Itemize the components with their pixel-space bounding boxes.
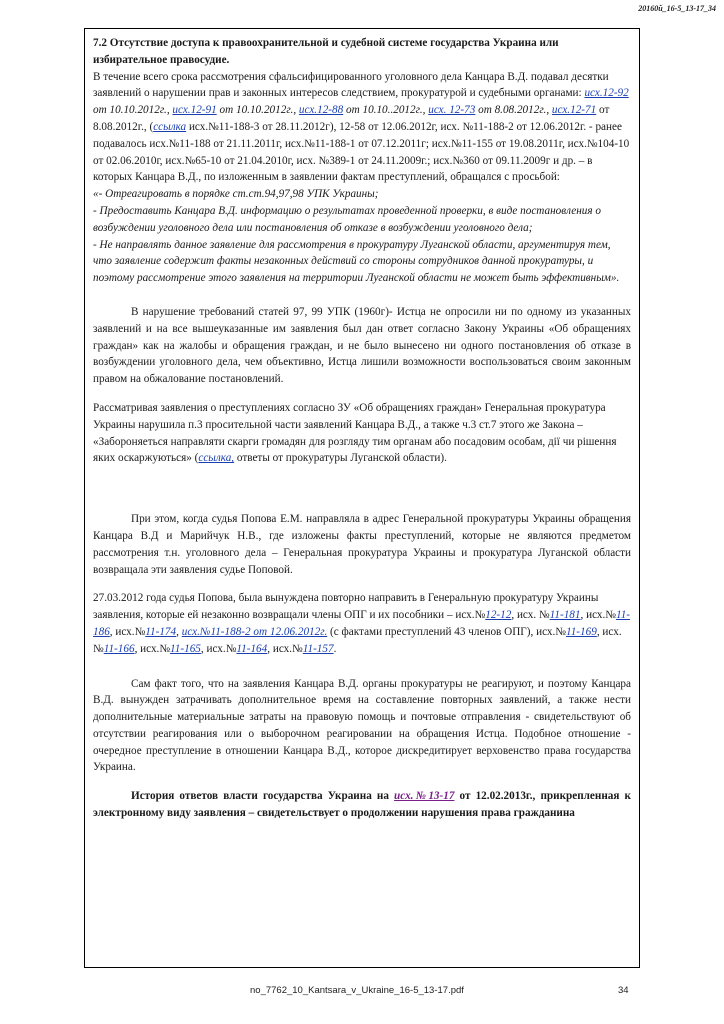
text: (с фактами преступлений 43 членов ОПГ), исх.№	[327, 625, 566, 638]
paragraph-prosecutor	[93, 400, 631, 467]
text: Рассматривая заявления о преступлениях согласно ЗУ «Об обращениях граждан» Генеральная прокуратура Украины нарушила п.3 просительной части заявлений Канцара В.Д., а также ч.3 ст.7 этого же Закона – «Забороняеться направляти скарги громадян для розгляду тим органам або посадовим особам, дії чи рішення яких оскаржуються» (	[93, 401, 617, 465]
paragraph-applications	[93, 69, 631, 187]
link-ref[interactable]: исх.№11-188-2 от 12.06.2012г.	[181, 625, 328, 638]
link-ref[interactable]: ссылка,	[198, 452, 235, 465]
text: , исх.№	[580, 609, 616, 622]
text: 27.03.2012 года судья Попова, была вынуждена повторно направить в Генеральную прокуратуру Украины заявления, которые ей незаконно возвращали члены ОПГ и их пособники – исх.№	[93, 592, 599, 622]
text: от 10.10.2012г.,	[93, 104, 173, 117]
link-ref[interactable]: 11-164	[236, 642, 268, 655]
link-ref[interactable]: 11-186	[93, 609, 631, 638]
text: , исх.№	[267, 642, 303, 655]
text: , исх. №	[511, 609, 550, 622]
paragraph-resend	[93, 590, 631, 657]
link-ref[interactable]: исх.12-91	[172, 104, 217, 117]
link-ref[interactable]: 11-169	[565, 625, 597, 638]
link-ref[interactable]: 11-181	[549, 609, 581, 622]
text: от 12.02.2013г., прикрепленная к электронному виду заявления – свидетельствует о продолжении нарушения права гражданина	[93, 790, 631, 820]
paragraph-fact: Сам факт того, что на заявления Канцара В.Д. органы прокуратуры не реагируют, и поэтому Канцара В.Д. вынужден затрачивать дополнительное время на составление повторных заявлений, а также нести дополнительные материальные затраты на правовую помощь и почтовые отправления - свидетельствуют об отсутствии реагирования или о выборочном реагировании на обращения Истца. Подобное отношение - очередное преступление в отношении Канцара В.Д., которое дискредитирует верховенство права государства Украина.	[93, 677, 631, 774]
link-ref[interactable]: 11-165	[170, 642, 201, 655]
text: , исх.№	[134, 642, 171, 655]
header-stamp: 20160й_16-5_13-17_34	[638, 4, 716, 13]
text: , исх.№	[200, 642, 237, 655]
link-ref[interactable]: ссылка	[153, 120, 187, 133]
request-item-3: - Не направлять данное заявление для рассмотрения в прокуратуру Луганской области, аргументируя тем, что заявление содержит факты незаконных действий со стороны сотрудников данной прокуратуры, и поэтому рассмотрение этого заявления на территории Луганской области не может быть эффективным».	[93, 238, 620, 285]
section-title: 7.2 Отсутствие доступа к правоохранительной и судебной системе государства Украина или избирательное правосудие.	[93, 37, 559, 66]
text: В течение всего срока рассмотрения сфальсифицированного уголовного дела Канцара В.Д. подавал десятки заявлений о нарушении прав и законных интересов следствием, прокуратурой и судебными органами:	[93, 70, 609, 100]
text: ответы от прокуратуры Луганской области).	[234, 452, 447, 465]
link-ref[interactable]: 11-166	[103, 642, 135, 655]
text: .	[333, 642, 337, 655]
footer-filename: no_7762_10_Kantsara_v_Ukraine_16-5_13-17.pdf	[250, 985, 464, 996]
link-ref[interactable]: исх. 12-73	[428, 104, 476, 117]
link-ref[interactable]: 11-174	[145, 625, 177, 638]
text: исх.№11-188-3 от 28.11.2012г), 12-58 от 12.06.2012г, исх. №11-188-2 от 12.06.2012г. - ранее подавалось исх.№11-188 от 21.11.2011г, исх.№11-188-1 от 07.12.2011г; исх.№11-155 от 19.08.2011г, исх.№104-10 от 02.06.2010г, исх.№65-10 от 21.04.2010г, исх. №389-1 от 24.11.2009г.; исх.№360 от 09.11.2009г и др. – в которых Канцара В.Д., по изложенным в заявлении фактам преступлений, обращался с просьбой:	[93, 120, 630, 184]
text: История ответов власти государства Украина на	[131, 790, 395, 803]
request-item-2: - Предоставить Канцара В.Д. информацию о результатах проведенной проверки, в виде постановления о возбуждении уголовного дела или постановления об отказе в возбуждении уголовного дела;	[93, 204, 601, 234]
request-item-1: «- Отреагировать в порядке ст.ст.94,97,98 УПК Украины;	[93, 188, 379, 201]
paragraph-history	[93, 788, 631, 822]
link-ref[interactable]: 12-12	[485, 609, 512, 622]
link-ref[interactable]: исх.12-71	[551, 104, 597, 117]
text: от 8.08.2012г.,	[475, 104, 552, 117]
document-frame	[84, 28, 640, 968]
text: , исх.№	[93, 625, 622, 655]
text: , исх.№	[109, 625, 146, 638]
text: от 8.08.2012г., (	[93, 104, 610, 133]
paragraph-violation: В нарушение требований статей 97, 99 УПК (1960г)- Истца не опросили ни по одному из указанных заявлений и на все вышеуказанные им заявления был дан ответ согласно Закону Украины «Об обращениях граждан» как на жалобы и обращения граждан, и не было вынесено ни одного постановления об отказе в возбуждении уголовного дела, чем объективно, Истца лишили возможности воспользоваться своим законным правом на обжалование постановлений.	[93, 305, 631, 386]
page-number: 34	[618, 985, 629, 996]
link-ref[interactable]: исх.12-92	[584, 87, 629, 100]
text: ,	[176, 625, 182, 638]
text: от 10.10.2012г.,	[216, 104, 299, 117]
paragraph-judge: При этом, когда судья Попова Е.М. направляла в адрес Генеральной прокуратуры Украины обращения Канцара В.Д и Марийчук Н.В., где изложены факты преступлений, которые не являются предметом рассмотрения т.н. уголовного дела – Генеральная прокуратура Украины и прокуратура Луганской области возвращала эти заявления судье Поповой.	[93, 513, 631, 576]
link-ref[interactable]: исх.12-88	[298, 104, 344, 117]
link-ref[interactable]: 11-157	[302, 642, 334, 655]
link-ref[interactable]: исх.№13-17	[394, 790, 455, 803]
text: от 10.10..2012г.,	[343, 104, 429, 117]
